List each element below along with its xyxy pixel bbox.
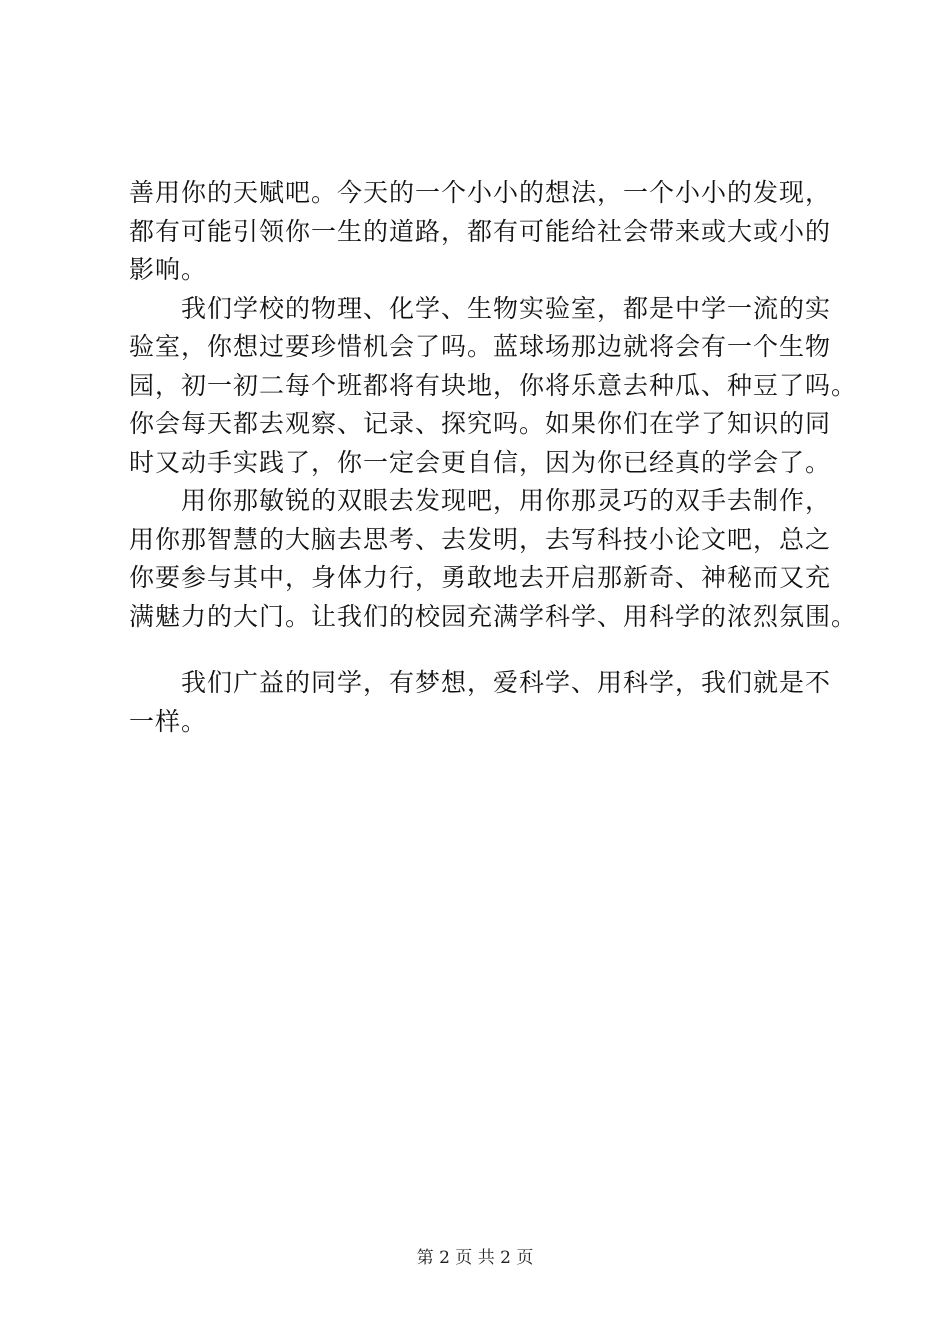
text-line: 你要参与其中，身体力行，勇敢地去开启那新奇、神秘而又充 [129,563,832,592]
text-line: 时又动手实践了，你一定会更自信，因为你已经真的学会了。 [129,447,832,477]
document-body [129,174,858,741]
text-line: 满魅力的大门。让我们的校园充满学科学、用科学的浓烈氛围。 [129,601,858,631]
text-line: 都有可能引领你一生的道路，都有可能给社会带来或大或小的 [129,216,832,246]
paragraph-3 [129,482,858,636]
text-line: 影响。 [129,255,208,284]
page-number-footer: 第 2 页 共 2 页 [416,1248,534,1268]
text-line: 验室，你想过要珍惜机会了吗。蓝球场那边就将会有一个生物 [129,332,832,361]
text-line: 我们学校的物理、化学、生物实验室，都是中学一流的实 [181,293,832,323]
text-line: 善用你的天赋吧。今天的一个小小的想法，一个小小的发现， [129,178,832,207]
paragraph-1 [129,174,849,290]
paragraph-4 [129,664,849,741]
text-line: 一样。 [129,706,208,736]
text-line: 用你那智慧的大脑去思考、去发明，去写科技小论文吧，总之 [129,524,832,554]
text-line: 园，初一初二每个班都将有块地，你将乐意去种瓜、种豆了吗。 [129,370,858,400]
paragraph-spacer [129,636,849,664]
text-line: 我们广益的同学，有梦想，爱科学、用科学，我们就是不 [181,668,832,697]
text-line: 你会每天都去观察、记录、探究吗。如果你们在学了知识的同 [129,409,832,438]
paragraph-2 [129,290,858,483]
text-line: 用你那敏锐的双眼去发现吧，用你那灵巧的双手去制作， [181,486,832,515]
